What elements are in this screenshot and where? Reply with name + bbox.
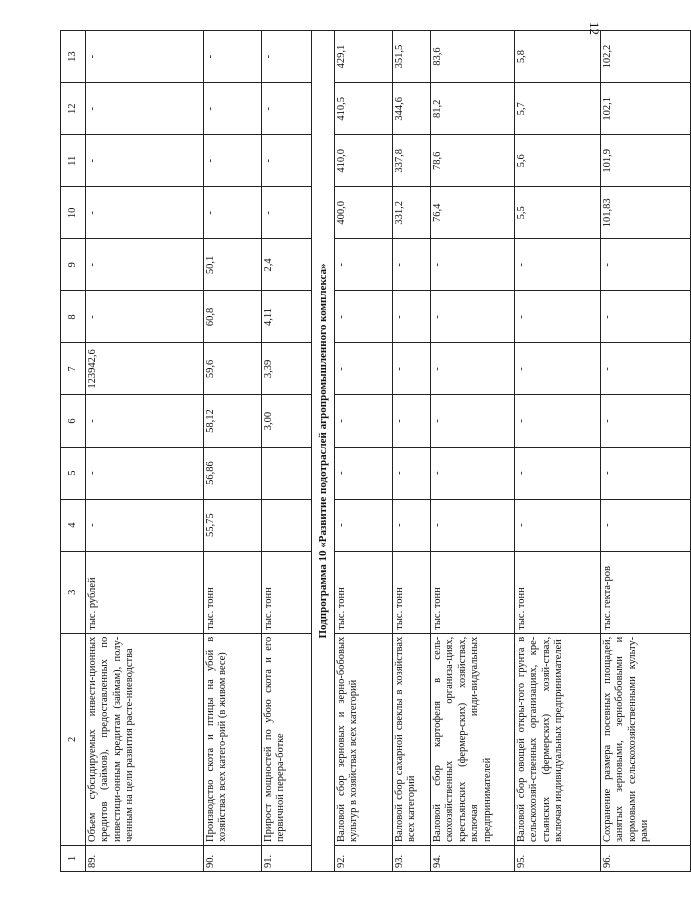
value-cell: - xyxy=(393,499,431,551)
header-cell: 5 xyxy=(61,447,86,499)
value-cell: - xyxy=(515,447,601,499)
value-cell xyxy=(262,447,312,499)
value-cell: 351,5 xyxy=(393,31,431,83)
value-cell: 101,9 xyxy=(601,135,691,187)
row-number: 96. xyxy=(601,845,691,871)
value-cell: 56,86 xyxy=(204,447,262,499)
row-number: 90. xyxy=(204,845,262,871)
row-number: 89. xyxy=(86,845,204,871)
value-cell: 83,6 xyxy=(431,31,515,83)
value-cell: 60,8 xyxy=(204,291,262,343)
value-cell: - xyxy=(393,239,431,291)
header-cell: 8 xyxy=(61,291,86,343)
value-cell: 4,11 xyxy=(262,291,312,343)
indicator-name: Прирост мощностей по убою скота и его первичной перера-ботке xyxy=(262,633,312,845)
value-cell: 76,4 xyxy=(431,187,515,239)
header-cell: 6 xyxy=(61,395,86,447)
unit-cell: тыс. тонн xyxy=(515,551,601,633)
table-row xyxy=(335,31,393,872)
indicator-name: Валовой сбор овощей откры-того грунта в сельскохозяй-ственных организациях, кре-стьянских (фермерских) хозяй-ствах, включая индивидуальных предпринимателей xyxy=(515,633,601,845)
indicators-table xyxy=(60,30,691,872)
value-cell: - xyxy=(431,447,515,499)
unit-cell: тыс. тонн xyxy=(262,551,312,633)
value-cell: 78,6 xyxy=(431,135,515,187)
value-cell: - xyxy=(86,31,204,83)
row-number: 94. xyxy=(431,845,515,871)
value-cell: - xyxy=(601,447,691,499)
value-cell: - xyxy=(515,239,601,291)
value-cell: 55,75 xyxy=(204,499,262,551)
header-cell: 12 xyxy=(61,83,86,135)
value-cell: - xyxy=(515,291,601,343)
value-cell: - xyxy=(86,291,204,343)
unit-cell: тыс. тонн xyxy=(393,551,431,633)
subprogram-title: Подпрограмма 10 «Развитие подотраслей агропромышленного комплекса» xyxy=(312,31,335,872)
indicator-name: Сохранение размера посевных площадей, занятых зерновыми, зернобобовыми и кормовыми сельскохозяйственными культу-рами xyxy=(601,633,691,845)
indicator-name: Производство скота и птицы на убой в хозяйствах всех катего-рий (в живом весе) xyxy=(204,633,262,845)
value-cell: 5,7 xyxy=(515,83,601,135)
value-cell: 5,8 xyxy=(515,31,601,83)
subprogram-row xyxy=(312,31,335,872)
header-cell: 10 xyxy=(61,187,86,239)
value-cell: - xyxy=(262,187,312,239)
value-cell: - xyxy=(393,395,431,447)
row-number: 95. xyxy=(515,845,601,871)
value-cell: - xyxy=(431,291,515,343)
value-cell: - xyxy=(86,447,204,499)
value-cell: - xyxy=(335,395,393,447)
value-cell: 3,00 xyxy=(262,395,312,447)
value-cell: 410,5 xyxy=(335,83,393,135)
value-cell: - xyxy=(262,31,312,83)
value-cell: 123942,6 xyxy=(86,343,204,395)
header-cell: 2 xyxy=(61,633,86,845)
header-cell: 13 xyxy=(61,31,86,83)
value-cell: - xyxy=(393,291,431,343)
value-cell: 5,6 xyxy=(515,135,601,187)
table-row xyxy=(393,31,431,872)
value-cell: 102,2 xyxy=(601,31,691,83)
value-cell: 400,0 xyxy=(335,187,393,239)
value-cell: 81,2 xyxy=(431,83,515,135)
value-cell: - xyxy=(262,135,312,187)
header-cell: 3 xyxy=(61,551,86,633)
indicator-name: Валовой сбор сахарной свеклы в хозяйствах всех категорий xyxy=(393,633,431,845)
value-cell: - xyxy=(431,499,515,551)
value-cell: 102,1 xyxy=(601,83,691,135)
value-cell: 331,2 xyxy=(393,187,431,239)
value-cell: - xyxy=(393,447,431,499)
value-cell: - xyxy=(601,291,691,343)
value-cell: 337,8 xyxy=(393,135,431,187)
indicator-name: Объем субсидируемых инвести-ционных кредитов (займов), предоставленных по инвестици-онным кредитам (займам), полу-ченным на цели развития расте-ниеводства xyxy=(86,633,204,845)
value-cell: - xyxy=(335,343,393,395)
value-cell: - xyxy=(86,83,204,135)
indicator-name: Валовой сбор зерновых и зерно-бобовых культур в хозяйствах всех категорий xyxy=(335,633,393,845)
unit-cell: тыс. тонн xyxy=(204,551,262,633)
value-cell: - xyxy=(86,499,204,551)
value-cell: - xyxy=(515,343,601,395)
header-cell: 4 xyxy=(61,499,86,551)
value-cell: 2,4 xyxy=(262,239,312,291)
value-cell: - xyxy=(204,135,262,187)
header-cell: 7 xyxy=(61,343,86,395)
value-cell: - xyxy=(86,239,204,291)
value-cell: - xyxy=(601,499,691,551)
value-cell: 58,12 xyxy=(204,395,262,447)
header-cell: 1 xyxy=(61,845,86,871)
value-cell: 5,5 xyxy=(515,187,601,239)
value-cell: - xyxy=(86,135,204,187)
table-row xyxy=(204,31,262,872)
value-cell: - xyxy=(204,31,262,83)
value-cell: 3,39 xyxy=(262,343,312,395)
value-cell: - xyxy=(335,239,393,291)
table-row xyxy=(262,31,312,872)
value-cell: 101,83 xyxy=(601,187,691,239)
value-cell: - xyxy=(262,83,312,135)
row-number: 93. xyxy=(393,845,431,871)
value-cell: - xyxy=(86,187,204,239)
value-cell: 344,6 xyxy=(393,83,431,135)
value-cell: 429,1 xyxy=(335,31,393,83)
value-cell: - xyxy=(515,499,601,551)
header-cell: 9 xyxy=(61,239,86,291)
value-cell: - xyxy=(204,187,262,239)
value-cell: - xyxy=(601,239,691,291)
rotated-table-page xyxy=(60,30,651,872)
table-row xyxy=(601,31,691,872)
unit-cell: тыс. рублей xyxy=(86,551,204,633)
value-cell: - xyxy=(431,343,515,395)
header-row xyxy=(61,31,86,872)
value-cell xyxy=(262,499,312,551)
page-number: 12 xyxy=(587,22,602,35)
indicator-name: Валовой сбор картофеля в сель-скохозяйственных организа-циях, крестьянских (фермер-ских) хозяйствах, включая инди-видуальных предпринимателей xyxy=(431,633,515,845)
row-number: 92. xyxy=(335,845,393,871)
value-cell: 59,6 xyxy=(204,343,262,395)
unit-cell: тыс. гекта-ров xyxy=(601,551,691,633)
table-row xyxy=(86,31,204,872)
value-cell: - xyxy=(335,499,393,551)
value-cell: - xyxy=(601,395,691,447)
value-cell: - xyxy=(204,83,262,135)
table-row xyxy=(431,31,515,872)
value-cell: - xyxy=(335,447,393,499)
value-cell: 410,0 xyxy=(335,135,393,187)
value-cell: - xyxy=(601,343,691,395)
value-cell: 50,1 xyxy=(204,239,262,291)
value-cell: - xyxy=(431,395,515,447)
value-cell: - xyxy=(431,239,515,291)
unit-cell: тыс. тонн xyxy=(431,551,515,633)
header-cell: 11 xyxy=(61,135,86,187)
value-cell: - xyxy=(515,395,601,447)
unit-cell: тыс. тонн xyxy=(335,551,393,633)
value-cell: - xyxy=(335,291,393,343)
value-cell: - xyxy=(393,343,431,395)
value-cell: - xyxy=(86,395,204,447)
row-number: 91. xyxy=(262,845,312,871)
table-row xyxy=(515,31,601,872)
